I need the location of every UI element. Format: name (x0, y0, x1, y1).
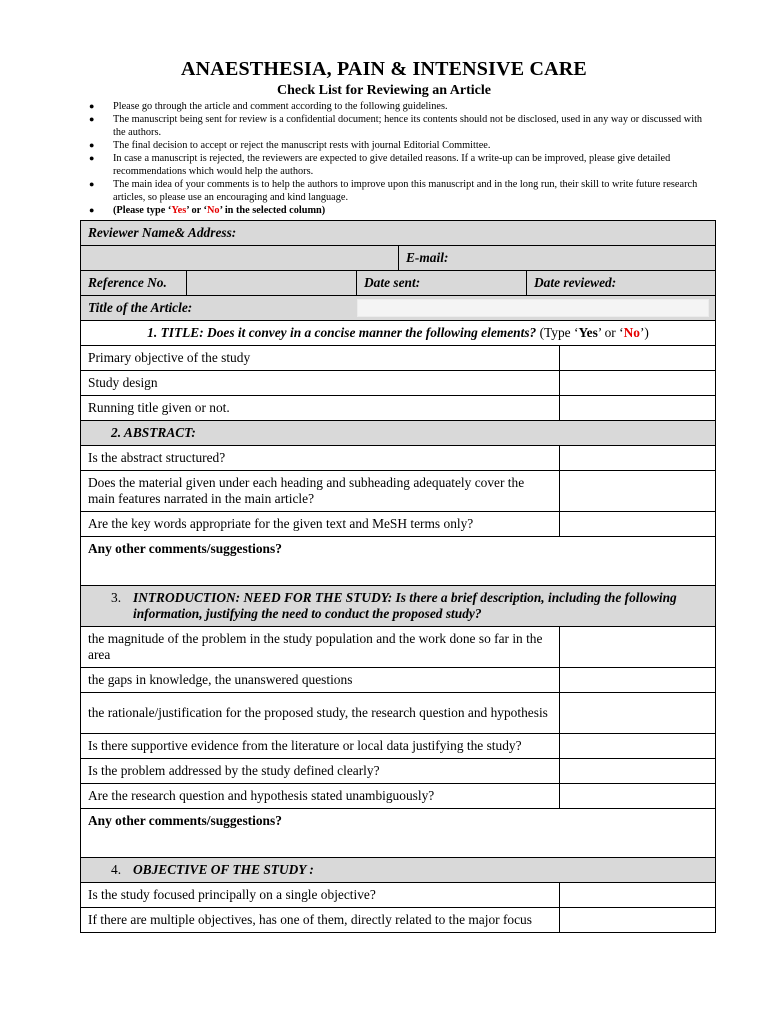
yes-no-instruction: ● (Please type ‘Yes’ or ‘No’ in the selected column) (89, 205, 326, 216)
question-text: Does the material given under each heading and subheading adequately cover the main features narrated in the main article? (81, 471, 560, 512)
guideline-item: ● The final decision to accept or reject the manuscript rests with journal Editorial Committee. (89, 140, 491, 151)
bullet-icon: ● (89, 153, 95, 163)
section-title-heading-row (81, 321, 716, 346)
guideline-item: ● In case a manuscript is rejected, the reviewers are expected to give detailed reasons. If a write-up can be improved, please give detailed recommendations which would help the authors. (89, 153, 671, 177)
introduction-comments-field[interactable]: Any other comments/suggestions? (81, 809, 716, 858)
form-title: Check List for Reviewing an Article (277, 83, 491, 98)
question-text: Study design (81, 371, 560, 396)
guidelines-list (89, 100, 703, 217)
section-abstract-heading-row (81, 421, 716, 446)
checklist-row (81, 446, 716, 471)
answer-cell[interactable] (560, 908, 716, 933)
question-text: If there are multiple objectives, has one of them, directly related to the major focus (81, 908, 560, 933)
email-row (81, 246, 716, 271)
question-text: Primary objective of the study (81, 346, 560, 371)
date-sent-field[interactable]: Date sent: (357, 271, 527, 296)
no-label: No (623, 325, 640, 340)
article-title-input[interactable] (357, 299, 710, 317)
answer-cell[interactable] (560, 371, 716, 396)
checklist-row (81, 346, 716, 371)
answer-cell[interactable] (560, 446, 716, 471)
journal-title: ANAESTHESIA, PAIN & INTENSIVE CARE (181, 58, 587, 80)
answer-cell[interactable] (560, 396, 716, 421)
bullet-icon: ● (89, 140, 95, 150)
article-title-cell (357, 296, 716, 321)
email-field[interactable]: E-mail: (399, 246, 716, 271)
answer-cell[interactable] (560, 471, 716, 512)
checklist-row (81, 784, 716, 809)
reviewer-name-address-field[interactable]: Reviewer Name& Address: (81, 221, 716, 246)
checklist-table (80, 220, 716, 933)
question-text: Are the key words appropriate for the given text and MeSH terms only? (81, 512, 560, 537)
answer-cell[interactable] (560, 668, 716, 693)
question-text: the magnitude of the problem in the study population and the work done so far in the area (81, 627, 560, 668)
checklist-row (81, 627, 716, 668)
yes-label: Yes (171, 205, 187, 216)
yes-label: Yes (578, 325, 598, 340)
answer-cell[interactable] (560, 693, 716, 734)
answer-cell[interactable] (560, 734, 716, 759)
answer-cell[interactable] (560, 512, 716, 537)
bullet-icon: ● (89, 101, 95, 111)
comments-row (81, 537, 716, 586)
abstract-comments-field[interactable]: Any other comments/suggestions? (81, 537, 716, 586)
date-reviewed-field[interactable]: Date reviewed: (527, 271, 716, 296)
guideline-item: ● The manuscript being sent for review is a confidential document; hence its contents should not be disclosed, used in any way or discussed with the authors. (89, 114, 703, 138)
checklist-row (81, 693, 716, 734)
question-text: Running title given or not. (81, 396, 560, 421)
question-text: Is there supportive evidence from the literature or local data justifying the study? (81, 734, 560, 759)
guideline-item: ● The main idea of your comments is to help the authors to improve upon this manuscript and in the long run, their skill to write future research articles, so please use an encouraging and kind language. (89, 179, 698, 203)
answer-cell[interactable] (560, 784, 716, 809)
section-objective-heading: 4. OBJECTIVE OF THE STUDY : (81, 858, 716, 883)
article-title-row (81, 296, 716, 321)
answer-cell[interactable] (560, 627, 716, 668)
checklist-row (81, 396, 716, 421)
question-text: Is the problem addressed by the study defined clearly? (81, 759, 560, 784)
checklist-row (81, 734, 716, 759)
section-abstract-heading: 2. ABSTRACT: (81, 421, 716, 446)
comments-row (81, 809, 716, 858)
checklist-row (81, 883, 716, 908)
checklist-row (81, 512, 716, 537)
guideline-item: ● Please go through the article and comment according to the following guidelines. (89, 101, 448, 112)
question-text: Is the study focused principally on a single objective? (81, 883, 560, 908)
question-text: Are the research question and hypothesis stated unambiguously? (81, 784, 560, 809)
checklist-row (81, 668, 716, 693)
checklist-row (81, 471, 716, 512)
bullet-icon: ● (89, 179, 95, 189)
bullet-icon: ● (89, 114, 95, 124)
reference-no-label: Reference No. (81, 271, 187, 296)
bullet-icon: ● (89, 205, 95, 215)
reference-no-field[interactable] (187, 271, 357, 296)
checklist-row (81, 908, 716, 933)
checklist-row (81, 371, 716, 396)
answer-cell[interactable] (560, 759, 716, 784)
section-introduction-heading-row (81, 586, 716, 627)
reviewer-row (81, 221, 716, 246)
question-text: Is the abstract structured? (81, 446, 560, 471)
reviewer-address-continuation[interactable] (81, 246, 399, 271)
section-objective-heading-row (81, 858, 716, 883)
checklist-row (81, 759, 716, 784)
article-title-label: Title of the Article: (81, 296, 357, 321)
reference-row (81, 271, 716, 296)
question-text: the gaps in knowledge, the unanswered questions (81, 668, 560, 693)
answer-cell[interactable] (560, 883, 716, 908)
answer-cell[interactable] (560, 346, 716, 371)
question-text: the rationale/justification for the proposed study, the research question and hypothesis (81, 693, 560, 734)
section-introduction-heading: 3. INTRODUCTION: NEED FOR THE STUDY: Is there a brief description, including the following information, justifying the need to conduct the proposed study? (81, 586, 716, 627)
no-label: No (206, 205, 220, 216)
section-title-heading: 1. TITLE: Does it convey in a concise manner the following elements? (Type ‘Yes’ or ‘No’) (81, 321, 716, 346)
